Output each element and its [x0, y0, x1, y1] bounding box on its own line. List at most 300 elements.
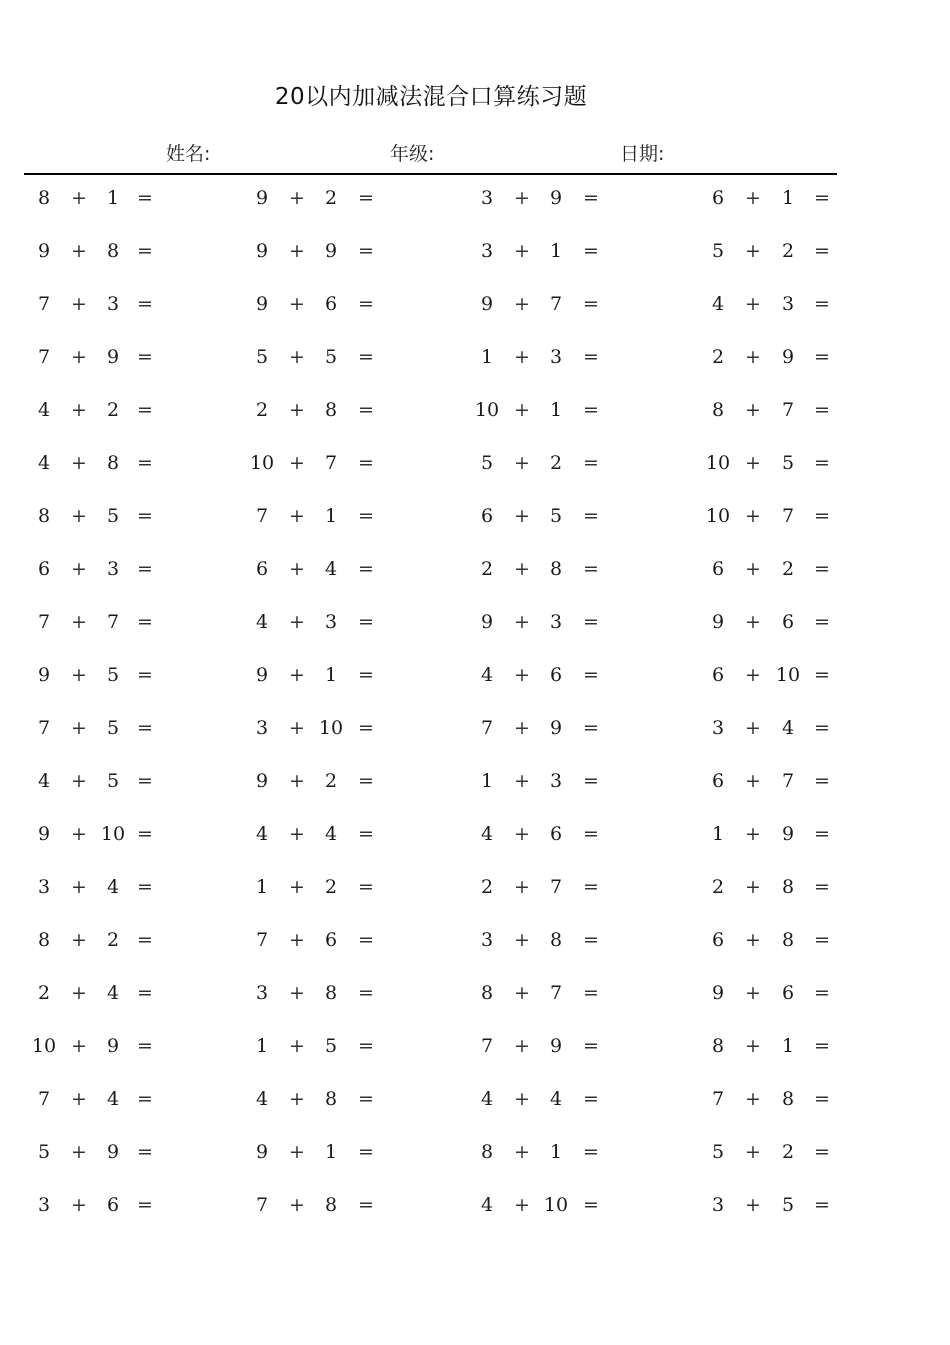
second-operand: 1 — [781, 187, 795, 209]
plus-sign: + — [514, 1035, 530, 1057]
equals-sign: = — [358, 187, 374, 209]
first-operand: 3 — [255, 717, 269, 739]
problem-row — [0, 1194, 950, 1258]
equals-sign: = — [137, 452, 153, 474]
second-operand: 10 — [100, 823, 126, 845]
plus-sign: + — [514, 611, 530, 633]
equals-sign: = — [814, 770, 830, 792]
equals-sign: = — [358, 1035, 374, 1057]
second-operand: 5 — [106, 664, 120, 686]
equals-sign: = — [358, 346, 374, 368]
plus-sign: + — [289, 1194, 305, 1216]
equals-sign: = — [583, 452, 599, 474]
second-operand: 5 — [106, 717, 120, 739]
equals-sign: = — [583, 1141, 599, 1163]
first-operand: 6 — [711, 929, 725, 951]
plus-sign: + — [514, 717, 530, 739]
equals-sign: = — [814, 1194, 830, 1216]
equals-sign: = — [358, 452, 374, 474]
equals-sign: = — [358, 1194, 374, 1216]
plus-sign: + — [289, 558, 305, 580]
first-operand: 5 — [711, 240, 725, 262]
first-operand: 1 — [255, 1035, 269, 1057]
first-operand: 7 — [37, 346, 51, 368]
plus-sign: + — [514, 876, 530, 898]
second-operand: 10 — [775, 664, 801, 686]
first-operand: 4 — [37, 399, 51, 421]
second-operand: 2 — [324, 876, 338, 898]
first-operand: 8 — [711, 399, 725, 421]
plus-sign: + — [71, 1088, 87, 1110]
second-operand: 2 — [106, 929, 120, 951]
first-operand: 6 — [255, 558, 269, 580]
equals-sign: = — [137, 823, 153, 845]
equals-sign: = — [137, 187, 153, 209]
plus-sign: + — [745, 399, 761, 421]
equals-sign: = — [137, 399, 153, 421]
first-operand: 10 — [31, 1035, 57, 1057]
second-operand: 4 — [324, 558, 338, 580]
first-operand: 9 — [37, 240, 51, 262]
first-operand: 4 — [480, 823, 494, 845]
equals-sign: = — [358, 770, 374, 792]
first-operand: 8 — [37, 505, 51, 527]
first-operand: 4 — [480, 1088, 494, 1110]
equals-sign: = — [814, 611, 830, 633]
first-operand: 7 — [480, 1035, 494, 1057]
name-label: 姓名: — [166, 143, 211, 165]
second-operand: 9 — [781, 823, 795, 845]
second-operand: 8 — [324, 982, 338, 1004]
first-operand: 4 — [255, 611, 269, 633]
second-operand: 3 — [549, 346, 563, 368]
plus-sign: + — [289, 452, 305, 474]
second-operand: 6 — [549, 664, 563, 686]
equals-sign: = — [583, 1088, 599, 1110]
first-operand: 2 — [480, 876, 494, 898]
plus-sign: + — [289, 929, 305, 951]
equals-sign: = — [137, 1088, 153, 1110]
second-operand: 5 — [106, 505, 120, 527]
second-operand: 9 — [106, 1035, 120, 1057]
plus-sign: + — [71, 1141, 87, 1163]
equals-sign: = — [137, 1141, 153, 1163]
second-operand: 1 — [324, 505, 338, 527]
plus-sign: + — [745, 929, 761, 951]
second-operand: 6 — [324, 293, 338, 315]
second-operand: 5 — [549, 505, 563, 527]
equals-sign: = — [358, 1141, 374, 1163]
equals-sign: = — [358, 1088, 374, 1110]
plus-sign: + — [745, 717, 761, 739]
first-operand: 9 — [255, 664, 269, 686]
second-operand: 4 — [781, 717, 795, 739]
second-operand: 6 — [549, 823, 563, 845]
second-operand: 5 — [106, 770, 120, 792]
plus-sign: + — [71, 717, 87, 739]
first-operand: 3 — [480, 929, 494, 951]
equals-sign: = — [583, 240, 599, 262]
first-operand: 4 — [480, 1194, 494, 1216]
plus-sign: + — [745, 505, 761, 527]
equals-sign: = — [137, 558, 153, 580]
plus-sign: + — [289, 346, 305, 368]
equals-sign: = — [137, 505, 153, 527]
second-operand: 8 — [324, 399, 338, 421]
first-operand: 8 — [37, 187, 51, 209]
first-operand: 3 — [37, 1194, 51, 1216]
equals-sign: = — [137, 929, 153, 951]
second-operand: 8 — [324, 1194, 338, 1216]
first-operand: 1 — [480, 346, 494, 368]
equals-sign: = — [814, 823, 830, 845]
first-operand: 9 — [480, 611, 494, 633]
second-operand: 8 — [781, 1088, 795, 1110]
second-operand: 9 — [549, 187, 563, 209]
second-operand: 1 — [549, 1141, 563, 1163]
equals-sign: = — [583, 1035, 599, 1057]
equals-sign: = — [137, 770, 153, 792]
plus-sign: + — [514, 823, 530, 845]
first-operand: 2 — [255, 399, 269, 421]
plus-sign: + — [289, 611, 305, 633]
second-operand: 7 — [106, 611, 120, 633]
first-operand: 7 — [37, 293, 51, 315]
first-operand: 8 — [37, 929, 51, 951]
first-operand: 7 — [255, 505, 269, 527]
first-operand: 1 — [255, 876, 269, 898]
second-operand: 10 — [543, 1194, 569, 1216]
equals-sign: = — [583, 929, 599, 951]
second-operand: 9 — [549, 1035, 563, 1057]
equals-sign: = — [358, 505, 374, 527]
first-operand: 8 — [480, 1141, 494, 1163]
equals-sign: = — [583, 1194, 599, 1216]
equals-sign: = — [814, 664, 830, 686]
plus-sign: + — [71, 558, 87, 580]
plus-sign: + — [745, 664, 761, 686]
plus-sign: + — [71, 1035, 87, 1057]
first-operand: 2 — [711, 346, 725, 368]
plus-sign: + — [745, 558, 761, 580]
equals-sign: = — [358, 717, 374, 739]
plus-sign: + — [71, 399, 87, 421]
first-operand: 3 — [711, 717, 725, 739]
second-operand: 6 — [781, 982, 795, 1004]
equals-sign: = — [583, 982, 599, 1004]
first-operand: 5 — [711, 1141, 725, 1163]
equals-sign: = — [137, 346, 153, 368]
plus-sign: + — [71, 505, 87, 527]
second-operand: 7 — [324, 452, 338, 474]
second-operand: 3 — [549, 611, 563, 633]
plus-sign: + — [745, 452, 761, 474]
plus-sign: + — [514, 929, 530, 951]
plus-sign: + — [71, 664, 87, 686]
first-operand: 4 — [711, 293, 725, 315]
equals-sign: = — [583, 187, 599, 209]
first-operand: 7 — [255, 929, 269, 951]
equals-sign: = — [814, 452, 830, 474]
first-operand: 3 — [711, 1194, 725, 1216]
worksheet-title: 20以内加减法混合口算练习题 — [274, 84, 588, 110]
first-operand: 10 — [705, 452, 731, 474]
second-operand: 4 — [106, 982, 120, 1004]
plus-sign: + — [514, 982, 530, 1004]
second-operand: 7 — [549, 876, 563, 898]
first-operand: 9 — [255, 187, 269, 209]
plus-sign: + — [745, 293, 761, 315]
plus-sign: + — [514, 664, 530, 686]
equals-sign: = — [358, 823, 374, 845]
second-operand: 8 — [324, 1088, 338, 1110]
second-operand: 7 — [781, 770, 795, 792]
plus-sign: + — [289, 876, 305, 898]
plus-sign: + — [289, 823, 305, 845]
equals-sign: = — [137, 664, 153, 686]
first-operand: 8 — [711, 1035, 725, 1057]
second-operand: 8 — [106, 452, 120, 474]
plus-sign: + — [289, 1035, 305, 1057]
plus-sign: + — [71, 929, 87, 951]
first-operand: 1 — [480, 770, 494, 792]
grade-label: 年级: — [390, 143, 435, 165]
second-operand: 4 — [106, 1088, 120, 1110]
equals-sign: = — [814, 1035, 830, 1057]
equals-sign: = — [358, 240, 374, 262]
first-operand: 4 — [255, 823, 269, 845]
first-operand: 4 — [255, 1088, 269, 1110]
plus-sign: + — [745, 770, 761, 792]
first-operand: 2 — [711, 876, 725, 898]
plus-sign: + — [71, 876, 87, 898]
equals-sign: = — [814, 505, 830, 527]
first-operand: 7 — [480, 717, 494, 739]
equals-sign: = — [137, 293, 153, 315]
equals-sign: = — [137, 1035, 153, 1057]
plus-sign: + — [289, 664, 305, 686]
second-operand: 2 — [324, 770, 338, 792]
equals-sign: = — [137, 717, 153, 739]
first-operand: 5 — [37, 1141, 51, 1163]
first-operand: 6 — [480, 505, 494, 527]
equals-sign: = — [583, 505, 599, 527]
first-operand: 9 — [255, 770, 269, 792]
equals-sign: = — [358, 982, 374, 1004]
plus-sign: + — [745, 876, 761, 898]
first-operand: 6 — [711, 664, 725, 686]
plus-sign: + — [745, 1035, 761, 1057]
plus-sign: + — [71, 1194, 87, 1216]
equals-sign: = — [583, 293, 599, 315]
second-operand: 2 — [324, 187, 338, 209]
plus-sign: + — [745, 1194, 761, 1216]
second-operand: 6 — [324, 929, 338, 951]
second-operand: 1 — [324, 664, 338, 686]
plus-sign: + — [289, 982, 305, 1004]
date-label: 日期: — [620, 143, 665, 165]
plus-sign: + — [71, 611, 87, 633]
second-operand: 8 — [549, 558, 563, 580]
second-operand: 3 — [106, 293, 120, 315]
equals-sign: = — [814, 929, 830, 951]
equals-sign: = — [137, 1194, 153, 1216]
second-operand: 5 — [781, 1194, 795, 1216]
first-operand: 10 — [249, 452, 275, 474]
second-operand: 4 — [106, 876, 120, 898]
equals-sign: = — [358, 929, 374, 951]
first-operand: 9 — [711, 611, 725, 633]
first-operand: 9 — [37, 823, 51, 845]
second-operand: 9 — [106, 346, 120, 368]
plus-sign: + — [71, 823, 87, 845]
first-operand: 9 — [480, 293, 494, 315]
first-operand: 2 — [37, 982, 51, 1004]
equals-sign: = — [814, 293, 830, 315]
equals-sign: = — [358, 611, 374, 633]
second-operand: 8 — [781, 876, 795, 898]
equals-sign: = — [137, 982, 153, 1004]
second-operand: 2 — [781, 1141, 795, 1163]
plus-sign: + — [514, 1194, 530, 1216]
plus-sign: + — [514, 452, 530, 474]
plus-sign: + — [514, 346, 530, 368]
plus-sign: + — [514, 770, 530, 792]
equals-sign: = — [814, 876, 830, 898]
plus-sign: + — [289, 399, 305, 421]
second-operand: 5 — [781, 452, 795, 474]
second-operand: 7 — [781, 399, 795, 421]
plus-sign: + — [71, 346, 87, 368]
second-operand: 2 — [781, 240, 795, 262]
second-operand: 3 — [324, 611, 338, 633]
equals-sign: = — [137, 240, 153, 262]
plus-sign: + — [289, 770, 305, 792]
first-operand: 4 — [37, 452, 51, 474]
second-operand: 1 — [781, 1035, 795, 1057]
equals-sign: = — [358, 876, 374, 898]
equals-sign: = — [583, 823, 599, 845]
first-operand: 2 — [480, 558, 494, 580]
plus-sign: + — [745, 187, 761, 209]
first-operand: 9 — [711, 982, 725, 1004]
equals-sign: = — [583, 717, 599, 739]
first-operand: 9 — [255, 240, 269, 262]
first-operand: 9 — [255, 1141, 269, 1163]
plus-sign: + — [745, 240, 761, 262]
plus-sign: + — [514, 240, 530, 262]
plus-sign: + — [514, 293, 530, 315]
second-operand: 4 — [549, 1088, 563, 1110]
equals-sign: = — [583, 664, 599, 686]
plus-sign: + — [71, 452, 87, 474]
plus-sign: + — [289, 293, 305, 315]
first-operand: 5 — [480, 452, 494, 474]
plus-sign: + — [745, 982, 761, 1004]
plus-sign: + — [71, 770, 87, 792]
second-operand: 8 — [549, 929, 563, 951]
first-operand: 7 — [37, 717, 51, 739]
equals-sign: = — [358, 664, 374, 686]
equals-sign: = — [814, 558, 830, 580]
second-operand: 4 — [324, 823, 338, 845]
first-operand: 10 — [705, 505, 731, 527]
second-operand: 7 — [549, 293, 563, 315]
equals-sign: = — [583, 399, 599, 421]
second-operand: 6 — [781, 611, 795, 633]
second-operand: 5 — [324, 346, 338, 368]
equals-sign: = — [358, 558, 374, 580]
first-operand: 6 — [37, 558, 51, 580]
plus-sign: + — [514, 558, 530, 580]
first-operand: 3 — [255, 982, 269, 1004]
plus-sign: + — [514, 399, 530, 421]
second-operand: 7 — [781, 505, 795, 527]
second-operand: 1 — [549, 240, 563, 262]
first-operand: 3 — [37, 876, 51, 898]
first-operand: 6 — [711, 187, 725, 209]
equals-sign: = — [814, 982, 830, 1004]
plus-sign: + — [745, 611, 761, 633]
second-operand: 9 — [781, 346, 795, 368]
plus-sign: + — [289, 240, 305, 262]
second-operand: 3 — [781, 293, 795, 315]
equals-sign: = — [583, 558, 599, 580]
equals-sign: = — [137, 611, 153, 633]
second-operand: 9 — [324, 240, 338, 262]
plus-sign: + — [289, 1088, 305, 1110]
second-operand: 3 — [549, 770, 563, 792]
second-operand: 2 — [549, 452, 563, 474]
second-operand: 8 — [781, 929, 795, 951]
plus-sign: + — [745, 346, 761, 368]
plus-sign: + — [71, 982, 87, 1004]
second-operand: 6 — [106, 1194, 120, 1216]
second-operand: 8 — [106, 240, 120, 262]
first-operand: 3 — [480, 187, 494, 209]
second-operand: 3 — [106, 558, 120, 580]
first-operand: 4 — [480, 664, 494, 686]
second-operand: 9 — [549, 717, 563, 739]
second-operand: 2 — [106, 399, 120, 421]
equals-sign: = — [137, 876, 153, 898]
plus-sign: + — [71, 187, 87, 209]
second-operand: 5 — [324, 1035, 338, 1057]
first-operand: 7 — [37, 1088, 51, 1110]
equals-sign: = — [814, 187, 830, 209]
first-operand: 4 — [37, 770, 51, 792]
second-operand: 1 — [324, 1141, 338, 1163]
first-operand: 7 — [37, 611, 51, 633]
first-operand: 6 — [711, 770, 725, 792]
plus-sign: + — [71, 293, 87, 315]
plus-sign: + — [514, 1088, 530, 1110]
plus-sign: + — [71, 240, 87, 262]
header-divider — [24, 173, 837, 175]
equals-sign: = — [358, 399, 374, 421]
first-operand: 9 — [255, 293, 269, 315]
plus-sign: + — [289, 1141, 305, 1163]
plus-sign: + — [289, 717, 305, 739]
second-operand: 10 — [318, 717, 344, 739]
equals-sign: = — [583, 346, 599, 368]
plus-sign: + — [289, 187, 305, 209]
plus-sign: + — [514, 1141, 530, 1163]
first-operand: 1 — [711, 823, 725, 845]
plus-sign: + — [745, 823, 761, 845]
equals-sign: = — [814, 1088, 830, 1110]
plus-sign: + — [745, 1088, 761, 1110]
